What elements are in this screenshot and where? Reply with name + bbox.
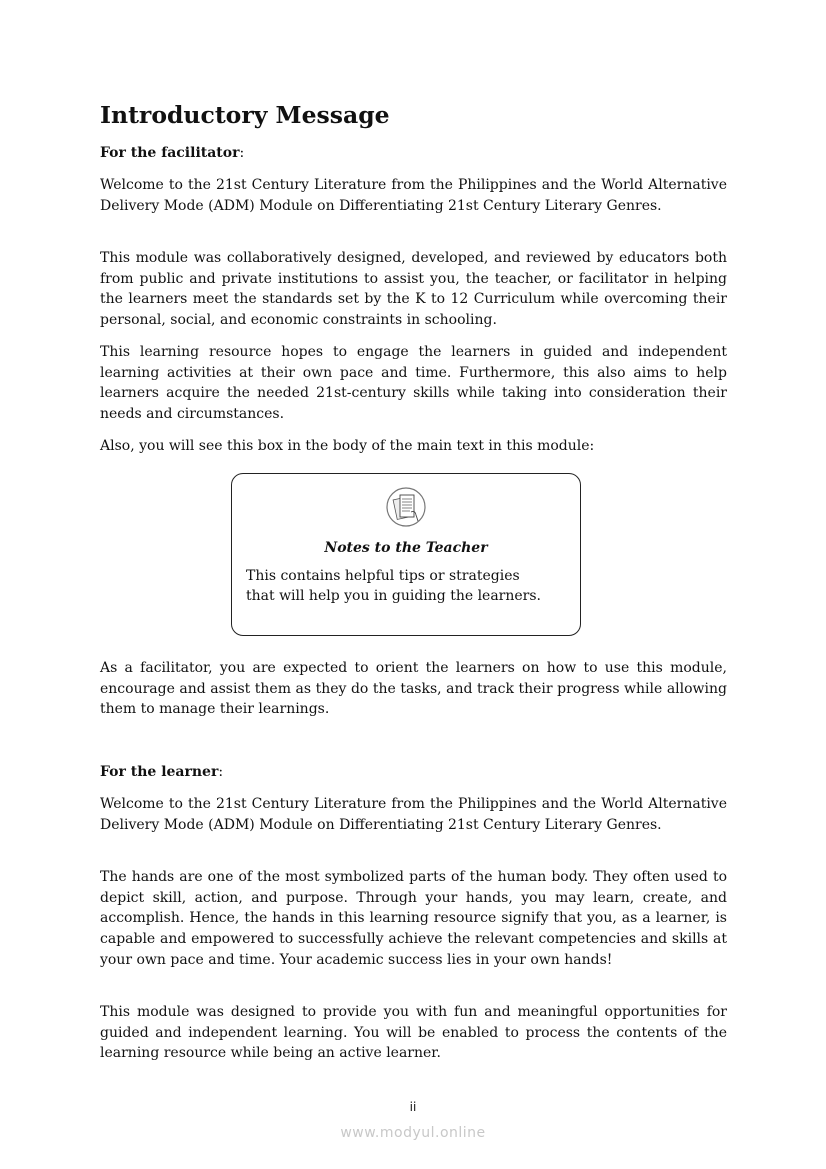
paragraph-text: Also, you will see this box in the body of the main text in this module: (100, 438, 595, 454)
colon: : (239, 145, 245, 161)
facilitator-paragraph (100, 248, 727, 331)
learner-heading-text: For the learner (100, 764, 219, 780)
facilitator-paragraph (100, 342, 727, 425)
learner-heading (100, 762, 223, 782)
colon: : (218, 764, 224, 780)
facilitator-heading-text: For the facilitator (100, 145, 240, 161)
paragraph-text: This learning resource hopes to engage the learners in guided and independent learning activities at their own pace and time. Furthermore, this also aims to help learners acquire the needed 21st-century skills while taking into consideration their needs and circumstances. (100, 344, 727, 423)
page-number: ii (409, 1100, 417, 1114)
page-title: Introductory Message (100, 101, 390, 129)
facilitator-heading (100, 143, 244, 163)
box-title: Notes to the Teacher (324, 540, 488, 556)
box-text-line: that will help you in guiding the learners. (246, 588, 542, 604)
paragraph-text: Welcome to the 21st Century Literature from the Philippines and the World Alternative Delivery Mode (ADM) Module on Differentiating 21st Century Literary Genres. (100, 177, 727, 214)
paragraph-text: This module was collaboratively designed, developed, and reviewed by educators both from public and private institutions to assist you, the teacher, or facilitator in helping the learners meet the standards set by the K to 12 Curriculum while overcoming their personal, social, and economic constraints in schooling. (100, 250, 727, 329)
paragraph-text: As a facilitator, you are expected to orient the learners on how to use this module, encourage and assist them as they do the tasks, and track their progress while allowing them to manage their learnings. (100, 660, 727, 718)
box-text (246, 566, 541, 606)
notes-clipboard-icon (386, 487, 426, 527)
facilitator-closing (100, 658, 727, 720)
learner-paragraph (100, 1002, 727, 1064)
learner-paragraph (100, 794, 727, 835)
paragraph-text: Welcome to the 21st Century Literature from the Philippines and the World Alternative Delivery Mode (ADM) Module on Differentiating 21st Century Literary Genres. (100, 796, 727, 833)
facilitator-paragraph (100, 175, 727, 216)
box-text-line: This contains helpful tips or strategies (246, 568, 520, 584)
facilitator-paragraph (100, 436, 727, 457)
learner-paragraph (100, 867, 727, 971)
notes-to-teacher-box (231, 473, 581, 636)
watermark-url: www.modyul.online (340, 1125, 486, 1141)
paragraph-text: This module was designed to provide you with fun and meaningful opportunities for guided and independent learning. You will be enabled to process the contents of the learning resource while being an active learner. (100, 1004, 727, 1062)
paragraph-text: The hands are one of the most symbolized parts of the human body. They often used to depict skill, action, and purpose. Through your hands, you may learn, create, and accomplish. Hence, the hands in this learning resource signify that you, as a learner, is capable and empowered to successfully achieve the relevant competencies and skills at your own pace and time. Your academic success lies in your own hands! (100, 869, 727, 968)
